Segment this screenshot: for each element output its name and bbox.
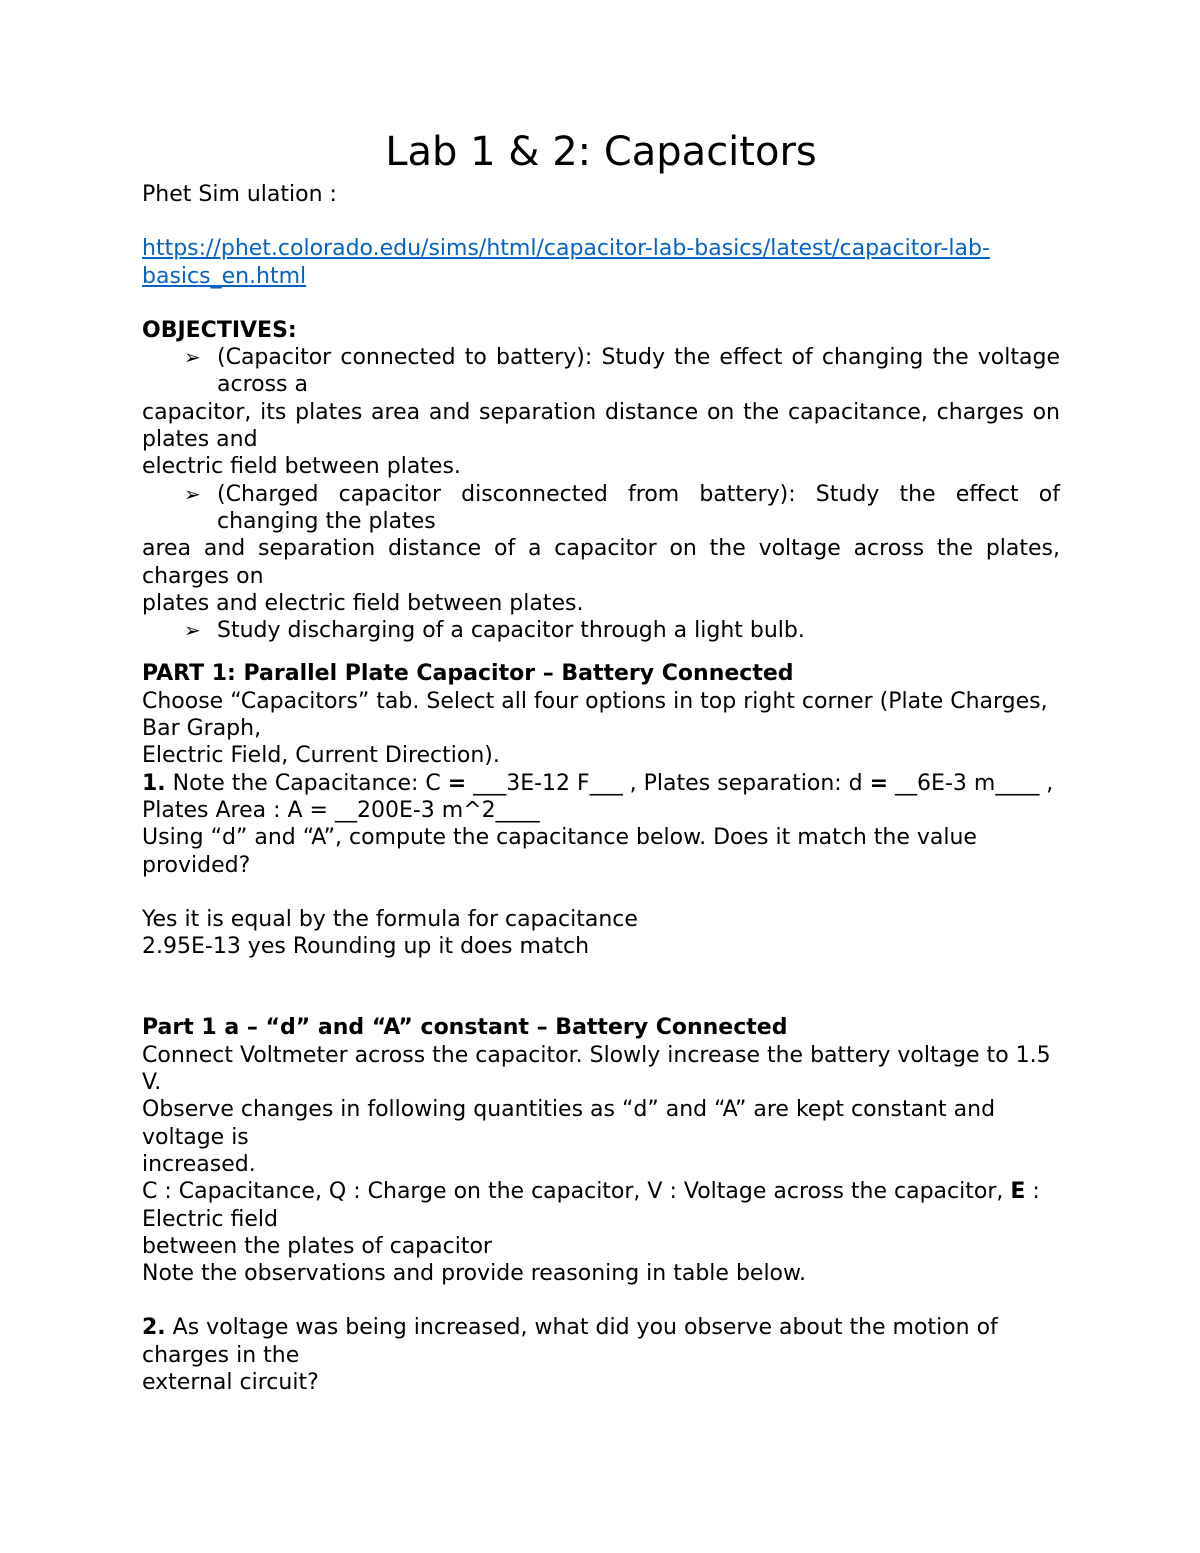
- part1a-heading: Part 1 a – “d” and “A” constant – Battery Connected: [142, 1015, 788, 1041]
- part1-line-1: Choose “Capacitors” tab. Select all four options in top right corner (Plate Charges, Bar Graph,: [142, 688, 1048, 742]
- part1-heading: PART 1: Parallel Plate Capacitor – Battery Connected: [142, 661, 794, 687]
- objective-2-line-2: area and separation distance of a capacitor on the voltage across the plates, charges on: [142, 536, 1060, 589]
- phet-simulation-link[interactable]: https://phet.colorado.edu/sims/html/capacitor-lab-basics/latest/capacitor-lab-basics_en.html: [142, 236, 990, 289]
- objective-1-line-2: capacitor, its plates area and separation distance on the capacitance, charges on plates and: [142, 399, 1060, 453]
- part1a-line-4-text-a: C : Capacitance, Q : Charge on the capacitor, V : Voltage across the capacitor,: [142, 1179, 1011, 1205]
- part1a-line-4-text-c: : Electric field: [142, 1179, 1040, 1232]
- question-1-text-a: Note the Capacitance: C: [165, 770, 448, 796]
- objectives-heading: OBJECTIVES:: [142, 317, 297, 343]
- objective-2-line-3: plates and electric field between plates.: [142, 590, 584, 616]
- part1a-line-1: Connect Voltmeter across the capacitor. Slowly increase the battery voltage to 1.5 V.: [142, 1042, 1051, 1096]
- answer-line-1: Yes it is equal by the formula for capacitance: [142, 906, 638, 932]
- objective-1-line-3: electric field between plates.: [142, 454, 461, 480]
- part1a-line-2: Observe changes in following quantities as “d” and “A” are kept constant and voltage is: [142, 1097, 996, 1150]
- objective-item-2: [142, 481, 1060, 536]
- part1-line-2: Electric Field, Current Direction).: [142, 743, 500, 769]
- answer-line-2: 2.95E-13 yes Rounding up it does match: [142, 934, 590, 960]
- objective-item-3: [142, 617, 1060, 644]
- question-1-text-c: __6E-3 m____ , Plates Area : A = __200E-3 m^2____: [142, 770, 1054, 823]
- arrow-bullet-icon: ➢: [184, 618, 201, 643]
- arrow-bullet-icon: ➢: [184, 345, 201, 370]
- part1a-line-4: [142, 1178, 1060, 1233]
- question-1-equals-1: =: [447, 770, 467, 796]
- question-2: [142, 1314, 1060, 1369]
- question-1: [142, 770, 1060, 825]
- question-2-line-2: external circuit?: [142, 1369, 319, 1395]
- document-body: [142, 125, 1060, 1396]
- question-1-text-b: ___3E-12 F___ , Plates separation: d: [466, 770, 870, 796]
- page-title: Lab 1 & 2: Capacitors: [385, 129, 817, 175]
- question-2-number: 2.: [142, 1315, 166, 1341]
- part1a-line-5: between the plates of capacitor: [142, 1233, 492, 1259]
- objective-1-text: (Capacitor connected to battery): Study the effect of changing the voltage across a: [217, 345, 1060, 398]
- question-1-equals-2: =: [869, 770, 889, 796]
- question-2-text: As voltage was being increased, what did you observe about the motion of charges in the: [142, 1315, 998, 1368]
- objective-2-text: (Charged capacitor disconnected from battery): Study the effect of changing the plates: [217, 481, 1060, 534]
- part1a-line-4-e: E: [1010, 1179, 1026, 1205]
- objective-3-text: Study discharging of a capacitor through a light bulb.: [217, 618, 805, 644]
- phet-label: Phet Sim ulation :: [142, 182, 337, 207]
- question-1-number: 1.: [142, 770, 166, 796]
- part1a-line-6: Note the observations and provide reasoning in table below.: [142, 1261, 806, 1287]
- arrow-bullet-icon: ➢: [184, 481, 201, 506]
- question-1-line-2: Using “d” and “A”, compute the capacitance below. Does it match the value provided?: [142, 825, 977, 878]
- part1a-line-3: increased.: [142, 1151, 256, 1177]
- objective-item-1: [142, 344, 1060, 399]
